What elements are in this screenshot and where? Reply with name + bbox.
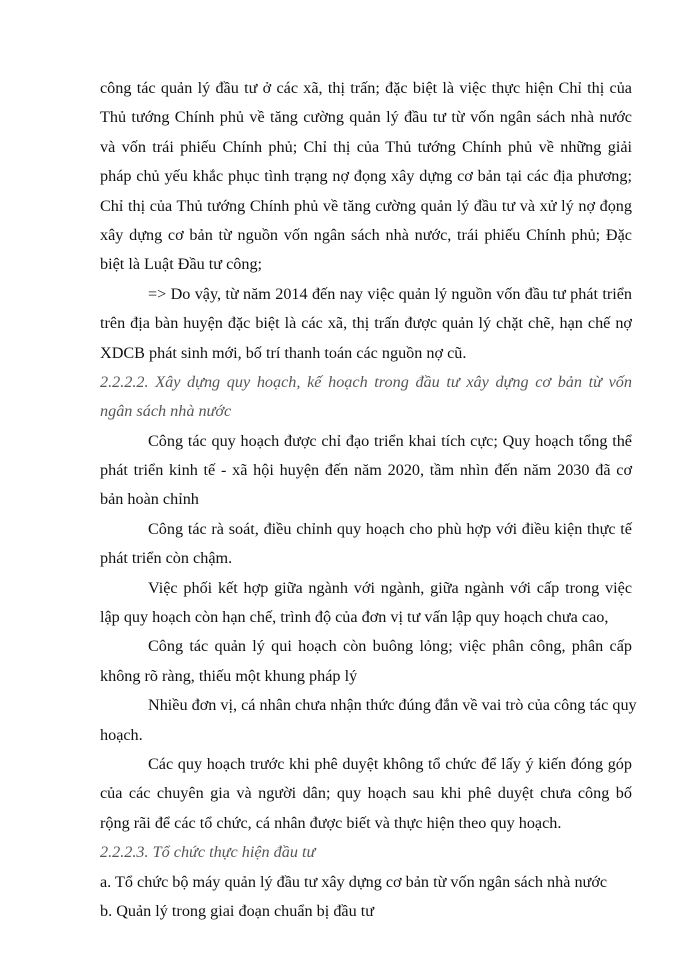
awareness-paragraph — [100, 691, 637, 750]
planning-paragraph — [100, 427, 632, 515]
intro-paragraph — [100, 74, 632, 280]
text-line: Nhiều đơn vị, cá nhân chưa nhận thức đúng đắn về vai trò của công tác quy — [148, 696, 637, 715]
text-line: Việc phối kết hợp giữa ngành với ngành, giữa ngành với cấp trong việc — [148, 578, 632, 597]
text-line: không rõ ràng, thiếu một khung pháp lý — [100, 666, 358, 685]
text-line: => Do vậy, từ năm 2014 đến nay việc quản lý nguồn vốn đầu tư phát triển — [148, 284, 632, 303]
text-line: trên địa bàn huyện đặc biệt là các xã, thị trấn được quản lý chặt chẽ, hạn chế nợ — [100, 314, 632, 333]
section-heading-2222 — [100, 368, 632, 427]
heading-line: ngân sách nhà nước — [100, 402, 232, 421]
text-line: của các chuyên gia và người dân; quy hoạch sau khi phê duyệt chưa công bố — [100, 784, 632, 803]
text-line: Thủ tướng Chính phủ về tăng cường quản lý đầu tư từ vốn ngân sách nhà nước — [100, 108, 632, 127]
management-paragraph — [100, 632, 632, 691]
text-line: Công tác quản lý qui hoạch còn buông lỏng; việc phân công, phân cấp — [148, 637, 632, 656]
document-page — [100, 74, 637, 926]
consultation-paragraph — [100, 750, 632, 838]
text-line: biệt là Luật Đầu tư công; — [100, 255, 263, 274]
text-line: Công tác rà soát, điều chỉnh quy hoạch cho phù hợp với điều kiện thực tế — [148, 519, 632, 538]
text-line: xây dựng cơ bản từ nguồn vốn ngân sách nhà nước, trái phiếu Chính phủ; Đặc — [100, 225, 632, 244]
text-line: pháp chủ yếu khắc phục tình trạng nợ đọng xây dựng cơ bản tại các địa phương; — [100, 167, 632, 186]
text-line: Các quy hoạch trước khi phê duyệt không tổ chức để lấy ý kiến đóng góp — [148, 754, 632, 773]
review-paragraph — [100, 515, 632, 574]
text-line: hoạch. — [100, 725, 143, 744]
text-line: rộng rãi để các tổ chức, cá nhân được biết và thực hiện theo quy hoạch. — [100, 813, 562, 832]
conclusion-paragraph — [100, 280, 632, 368]
text-line: công tác quản lý đầu tư ở các xã, thị trấn; đặc biệt là việc thực hiện Chỉ thị của — [100, 79, 632, 97]
text-line: bản hoàn chỉnh — [100, 490, 199, 509]
text-line: Chỉ thị của Thủ tướng Chính phủ về tăng cường quản lý đầu tư và xử lý nợ đọng — [100, 196, 632, 215]
coordination-paragraph — [100, 574, 632, 633]
heading-line: 2.2.2.2. Xây dựng quy hoạch, kế hoạch trong đầu tư xây dựng cơ bản từ vốn — [100, 372, 632, 391]
text-line: Công tác quy hoạch được chỉ đạo triển khai tích cực; Quy hoạch tổng thể — [148, 431, 632, 450]
text-line: phát triển còn chậm. — [100, 549, 233, 568]
text-line: và vốn trái phiếu Chính phủ; Chỉ thị của Thủ tướng Chính phủ về những giải — [100, 137, 632, 156]
list-item-a: a. Tổ chức bộ máy quản lý đầu tư xây dựng cơ bản từ vốn ngân sách nhà nước — [100, 872, 608, 891]
text-line: XDCB phát sinh mới, bố trí thanh toán các nguồn nợ cũ. — [100, 343, 467, 362]
list-item-b: b. Quản lý trong giai đoạn chuẩn bị đầu tư — [100, 901, 375, 920]
text-line: lập quy hoạch còn hạn chế, trình độ của đơn vị tư vấn lập quy hoạch chưa cao, — [100, 608, 609, 627]
section-heading-2223: 2.2.2.3. Tổ chức thực hiện đầu tư — [100, 843, 316, 862]
text-line: phát triển kinh tế - xã hội huyện đến năm 2020, tầm nhìn đến năm 2030 đã cơ — [100, 461, 632, 480]
